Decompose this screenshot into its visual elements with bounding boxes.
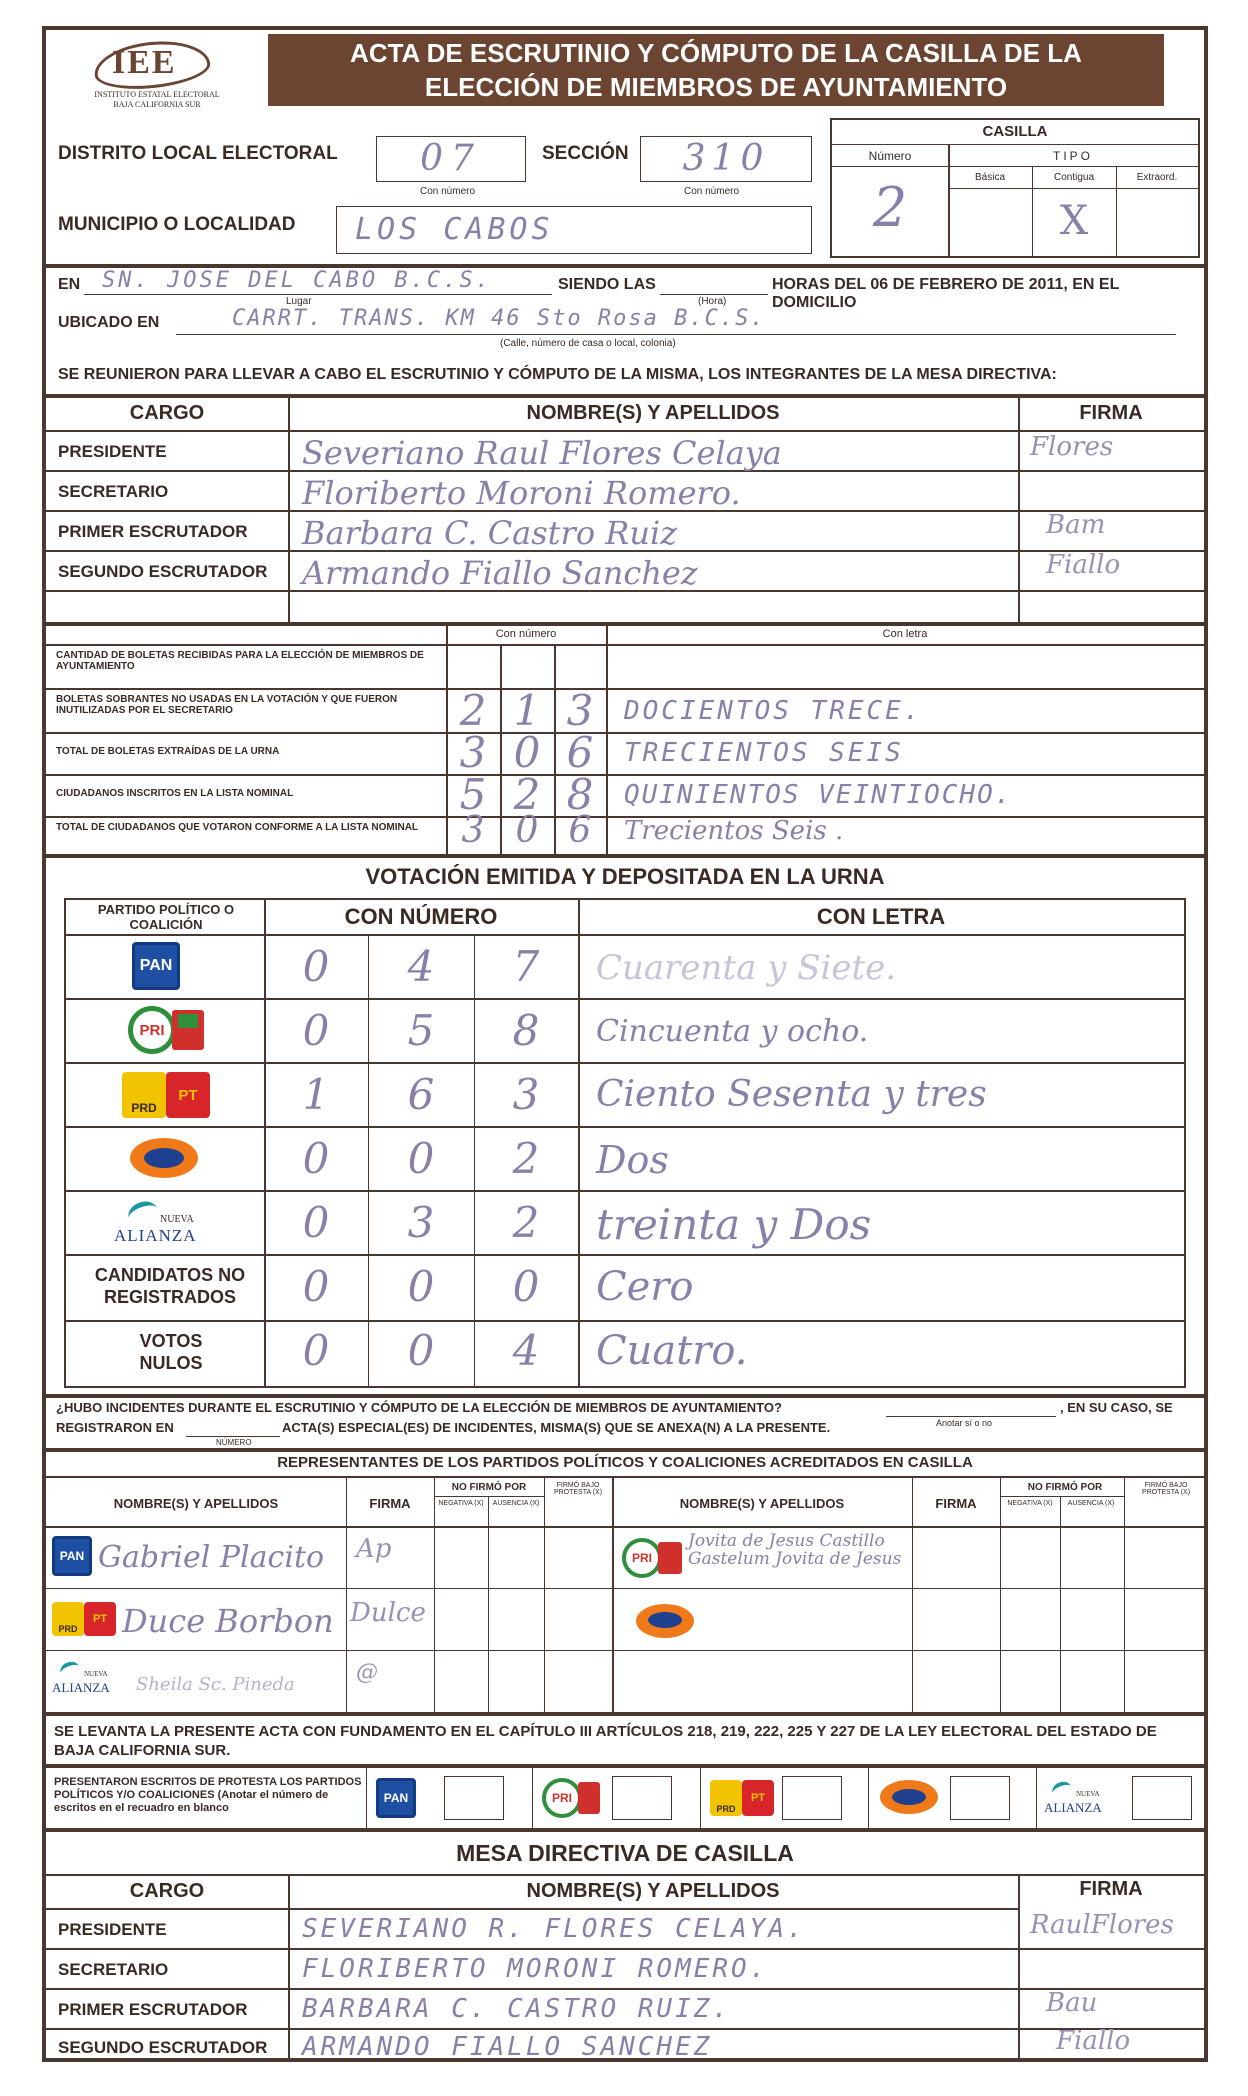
ciudadanos-inscritos-label: CIUDADANOS INSCRITOS EN LA LISTA NOMINAL [56,788,294,799]
protesta-prdpt-count[interactable] [782,1776,842,1820]
ciudadanos-votaron-d2: 0 [515,810,539,851]
incidentes-registraron: REGISTRARON EN [56,1420,174,1435]
mesa-top-nombre-primer: Barbara C. Castro Ruiz [302,514,678,552]
votacion-pri-d1: 0 [302,1006,330,1055]
mesa-top-col-firma: FIRMA [1079,402,1143,424]
boletas-sobrantes-label: BOLETAS SOBRANTES NO USADAS EN LA VOTACIÓN Y QUE FUERON INUTILIZADAS POR EL SECRETARIO [56,694,398,716]
horas-text: HORAS DEL 06 DE FEBRERO DE 2011, EN EL DOMICILIO [772,276,1120,311]
votacion-pan-d3: 7 [512,942,540,991]
boletas-col-letra: Con letra [882,628,928,640]
mesa-bottom-table [46,1874,1204,2062]
incidentes-question-end: , EN SU CASO, SE [1060,1400,1173,1415]
votacion-prdpt-d3: 3 [512,1070,540,1119]
mesa-top-nombre-secretario: Floriberto Moroni Romero. [302,474,741,512]
section-value: 310 [682,138,770,179]
mesa-top-col-nombre: NOMBRE(S) Y APELLIDOS [526,402,780,424]
votacion-table [64,898,1186,1388]
representantes-table [46,1476,1204,1716]
lugar-label: Lugar [286,296,312,307]
siendo-label: SIENDO LAS [558,276,656,293]
district-value: 07 [420,138,482,179]
ciudadanos-votaron-d1: 3 [461,810,485,851]
protesta-na-logo: NUEVA ALIANZA [1044,1782,1124,1818]
en-label: EN [58,276,81,293]
boletas-extraidas-label: TOTAL DE BOLETAS EXTRAÍDAS DE LA URNA [56,746,280,757]
mesa-top-cargo-presidente: PRESIDENTE [58,442,167,461]
rep-right-col-nofirmo: NO FIRMÓ POR [1027,1482,1103,1493]
votacion-prdpt-d1: 1 [302,1070,330,1119]
mesa-top-col-cargo: CARGO [129,402,205,424]
rep-right-col-ausencia: AUSENCIA (X) [1067,1500,1115,1507]
rep-pan-nombre: Gabriel Placito [98,1540,325,1575]
mesa-bottom-col-firma: FIRMA [1079,1878,1143,1900]
casilla-box [830,118,1200,258]
nueva-alianza-logo: NUEVA ALIANZA [114,1198,224,1248]
casilla-tipo-label: TIPO [1052,149,1093,163]
casilla-contigua-mark[interactable]: X [1059,198,1089,244]
iee-org-line1: INSTITUTO ESTATAL ELECTORAL [94,90,220,99]
votacion-na-d3: 2 [512,1198,540,1247]
prd-pt-logo: PRD PT [122,1072,210,1118]
rep-pri-nombre: Jovita de Jesus Castillo Gastelum Jovita de Jesus [688,1531,902,1569]
hora-label: (Hora) [698,296,727,307]
votacion-nulos-label: VOTOS NULOS [139,1331,203,1373]
boletas-extraidas-letra: TRECIENTOS SEIS [624,738,904,768]
section-label: SECCIÓN [542,143,629,164]
boletas-extraidas-d1: 3 [459,728,487,777]
votacion-nulos-d3: 4 [512,1326,540,1375]
casilla-extraord-label: Extraord. [1136,172,1178,183]
ciudadanos-inscritos-d1: 5 [459,770,487,819]
rep-na-logo: NUEVA ALIANZA [52,1660,132,1700]
pri-logo: PRI [128,1006,208,1054]
protesta-pan-count[interactable] [444,1776,504,1820]
boletas-table [46,626,1204,858]
votacion-mc-d3: 2 [512,1134,540,1183]
municipality-value: LOS CABOS [355,212,554,247]
mesa-top-firma-primer: Bam [1046,510,1106,540]
municipality-field[interactable] [336,206,812,254]
votacion-na-letra: treinta y Dos [596,1200,872,1249]
protesta-mc-logo [880,1780,940,1816]
reunion-text: SE REUNIERON PARA LLEVAR A CABO EL ESCRUTINIO Y CÓMPUTO DE LA MISMA, LOS INTEGRANTES DE LA MESA DIRECTIVA: [58,366,1057,383]
protesta-row [46,1768,1204,1832]
boletas-recibidas-label: CANTIDAD DE BOLETAS RECIBIDAS PARA LA ELECCIÓN DE MIEMBROS DE AYUNTAMIENTO [56,650,424,672]
ciudadanos-votaron-label: TOTAL DE CIUDADANOS QUE VOTARON CONFORME A LA LISTA NOMINAL [56,822,419,833]
protesta-mc-count[interactable] [950,1776,1010,1820]
rep-left-col-negativa: NEGATIVA (X) [438,1500,484,1507]
rep-na-nombre: Sheila Sc. Pineda [136,1674,295,1695]
votacion-mc-letra: Dos [596,1138,669,1182]
votacion-mc-d1: 0 [302,1134,330,1183]
district-label: DISTRITO LOCAL ELECTORAL [58,143,338,164]
votacion-pri-letra: Cincuenta y ocho. [596,1014,869,1049]
rep-left-col-nombre: NOMBRE(S) Y APELLIDOS [113,1496,279,1511]
mesa-bottom-col-cargo: CARGO [129,1880,205,1902]
protesta-pan-logo: PAN [376,1778,416,1818]
boletas-sobrantes-d2: 1 [513,686,541,735]
rep-prdpt-nombre: Duce Borbon [122,1602,334,1640]
casilla-title: CASILLA [832,120,1198,145]
ciudadanos-inscritos-letra: QUINIENTOS VEINTIOCHO. [624,780,1013,810]
mesa-top-firma-presidente: Flores [1030,432,1114,462]
ciudadanos-inscritos-d3: 8 [566,770,594,819]
en-value: SN. JOSE DEL CABO B.C.S. [102,268,492,293]
incidentes-numero-label: NÚMERO [216,1438,252,1447]
rep-pan-firma: Ap [356,1534,392,1564]
section-sublabel: Con número [684,186,740,197]
mesa-bottom-nombre-primer: BARBARA C. CASTRO RUIZ. [302,1994,732,2024]
votacion-title: VOTACIÓN EMITIDA Y DEPOSITADA EN LA URNA [365,864,885,889]
municipality-label: MUNICIPIO O LOCALIDAD [58,214,296,235]
votacion-pan-letra: Cuarenta y Siete. [596,948,897,988]
acta-title [268,34,1164,106]
votacion-prdpt-letra: Ciento Sesenta y tres [596,1074,987,1115]
votacion-nulos-d2: 0 [407,1326,435,1375]
mc-logo [126,1134,202,1184]
votacion-nulos-d1: 0 [302,1326,330,1375]
rep-right-col-nombre: NOMBRE(S) Y APELLIDOS [679,1496,845,1511]
iee-org-line2: BAJA CALIFORNIA SUR [113,100,201,109]
representantes-title: REPRESENTANTES DE LOS PARTIDOS POLÍTICOS Y COALICIONES ACREDITADOS EN CASILLA [277,1454,973,1471]
mesa-bottom-firma-primer: Bau [1046,1988,1098,2018]
mesa-top-nombre-segundo: Armando Fiallo Sanchez [302,554,698,592]
rep-left-col-ausencia: AUSENCIA (X) [492,1500,540,1507]
boletas-extraidas-d2: 0 [513,728,541,777]
section-field[interactable] [640,136,812,182]
ubicado-field[interactable] [176,306,1176,335]
boletas-sobrantes-d3: 3 [566,686,594,735]
votacion-pan-d2: 4 [407,942,435,991]
ciudadanos-votaron-letra: Trecientos Seis . [624,816,844,846]
acta-title-line1: ACTA DE ESCRUTINIO Y CÓMPUTO DE LA CASILLA DE LA [350,38,1082,68]
mesa-bottom-cargo-secretario: SECRETARIO [58,1960,169,1979]
acta-form [42,26,1208,2062]
votacion-pri-d2: 5 [407,1006,435,1055]
votacion-col-numero: CON NÚMERO [344,904,498,929]
boletas-sobrantes-letra: DOCIENTOS TRECE. [624,696,923,726]
rep-pan-logo: PAN [52,1536,92,1576]
pan-logo: PAN [132,942,180,990]
ubicado-value: CARRT. TRANS. KM 46 Sto Rosa B.C.S. [232,306,766,331]
mesa-bottom-cargo-presidente: PRESIDENTE [58,1920,167,1939]
casilla-contigua-label: Contigua [1053,172,1095,183]
protesta-text: PRESENTARON ESCRITOS DE PROTESTA LOS PARTIDOS POLÍTICOS Y/O COALICIONES (Anotar el número de escritos en el recuadro en blanco [54,1776,362,1814]
incidentes-question: ¿HUBO INCIDENTES DURANTE EL ESCRUTINIO Y CÓMPUTO DE LA ELECCIÓN DE MIEMBROS DE AYUNTAMIENTO? [56,1400,782,1415]
district-field[interactable] [376,136,526,182]
votacion-pan-d1: 0 [302,942,330,991]
calle-label: (Calle, número de casa o local, colonia) [500,338,676,349]
casilla-basica-label: Básica [974,172,1005,183]
mesa-top-table [46,394,1204,626]
ciudadanos-inscritos-d2: 2 [513,770,541,819]
mesa-top-nombre-presidente: Severiano Raul Flores Celaya [302,434,782,472]
mesa-top-cargo-segundo: SEGUNDO ESCRUTADOR [58,562,268,581]
mesa-bottom-cargo-segundo: SEGUNDO ESCRUTADOR [58,2038,268,2057]
rep-left-col-nofirmo: NO FIRMÓ POR [451,1482,527,1493]
mesa-bottom-title: MESA DIRECTIVA DE CASILLA [456,1840,794,1866]
ubicado-label: UBICADO EN [58,314,160,331]
boletas-extraidas-d3: 6 [566,728,594,777]
rep-right-col-negativa: NEGATIVA (X) [1007,1500,1053,1507]
votacion-na-d2: 3 [407,1198,435,1247]
protesta-pri-count[interactable] [612,1776,672,1820]
mesa-top-cargo-primer: PRIMER ESCRUTADOR [58,522,248,541]
rep-pri-logo: PRI [622,1538,682,1578]
incidentes-answer-field[interactable] [886,1400,1056,1417]
boletas-sobrantes-d1: 2 [459,686,487,735]
casilla-numero-value: 2 [872,176,908,239]
protesta-na-count[interactable] [1132,1776,1192,1820]
votacion-nr-d1: 0 [302,1262,330,1311]
mesa-bottom-col-nombre: NOMBRE(S) Y APELLIDOS [526,1880,780,1902]
mesa-bottom-firma-presidente: RaulFlores [1030,1910,1174,1940]
incidentes-anotar-label: Anotar sí o no [936,1418,993,1428]
acta-title-line2: ELECCIÓN DE MIEMBROS DE AYUNTAMIENTO [424,72,1008,102]
mesa-bottom-nombre-secretario: FLORIBERTO MORONI ROMERO. [302,1954,769,1984]
mesa-top-cargo-secretario: SECRETARIO [58,482,169,501]
boletas-col-numero: Con número [495,628,557,640]
district-sublabel: Con número [420,186,476,197]
votacion-nulos-letra: Cuatro. [596,1328,748,1374]
rep-na-firma: @ [356,1660,378,1685]
votacion-prdpt-d2: 6 [407,1070,435,1119]
ciudadanos-votaron-d3: 6 [568,810,592,851]
votacion-na-d1: 0 [302,1198,330,1247]
fundamento-text: SE LEVANTA LA PRESENTE ACTA CON FUNDAMENTO EN EL CAPÍTULO III ARTÍCULOS 218, 219, 222, 225 Y 227 DE LA LEY ELECTORAL DEL ESTADO DE BAJA CALIFORNIA SUR. [54,1723,1157,1759]
votacion-nr-letra: Cero [596,1264,694,1310]
mesa-top-firma-segundo: Fiallo [1046,550,1121,580]
rep-left-col-firma: FIRMA [369,1496,411,1511]
votacion-nr-d2: 0 [407,1262,435,1311]
en-field[interactable] [84,268,552,295]
rep-prdpt-firma: Dulce [350,1598,426,1628]
rep-right-col-firma: FIRMA [935,1496,977,1511]
votacion-nr-d3: 0 [512,1262,540,1311]
votacion-mc-d2: 0 [407,1134,435,1183]
protesta-prdpt-logo: PRD PT [710,1780,774,1816]
rep-right-col-protesta: FIRMÓ BAJO PROTESTA (X) [1141,1482,1191,1496]
mesa-bottom-firma-segundo: Fiallo [1056,2026,1131,2056]
rep-left-col-protesta: FIRMÓ BAJO PROTESTA (X) [553,1482,603,1496]
votacion-pri-d3: 8 [512,1006,540,1055]
incidentes-acta-text: ACTA(S) ESPECIAL(ES) DE INCIDENTES, MISMA(S) QUE SE ANEXA(N) A LA PRESENTE. [282,1420,831,1435]
rep-mc-logo [636,1602,696,1642]
mesa-bottom-nombre-segundo: ARMANDO FIALLO SANCHEZ [302,2032,713,2062]
hora-field[interactable] [660,268,768,295]
mesa-bottom-cargo-primer: PRIMER ESCRUTADOR [58,2000,248,2019]
votacion-col-partido: PARTIDO POLÍTICO O COALICIÓN [97,902,235,932]
mesa-bottom-nombre-presidente: SEVERIANO R. FLORES CELAYA. [302,1914,806,1944]
protesta-pri-logo: PRI [542,1778,602,1818]
incidentes-numero-field[interactable] [186,1420,280,1437]
casilla-numero-label: Número [868,149,912,163]
iee-logo-text: IEE [112,44,177,81]
iee-logo [82,38,222,109]
votacion-no-registrados-label: CANDIDATOS NO REGISTRADOS [94,1265,246,1307]
rep-prdpt-logo: PRD PT [52,1602,116,1636]
votacion-col-letra: CON LETRA [816,904,946,929]
